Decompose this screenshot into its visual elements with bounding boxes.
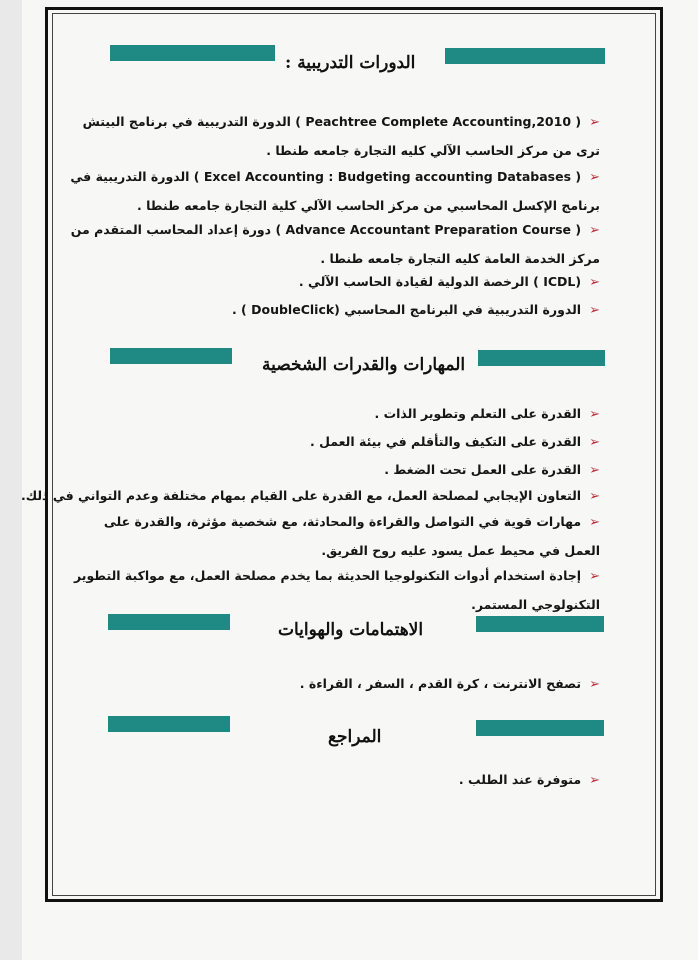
arrow-bullet-icon: ➢ [589, 677, 600, 692]
arrow-bullet-icon: ➢ [589, 773, 600, 788]
arrow-bullet-icon: ➢ [589, 569, 600, 584]
arrow-bullet-icon: ➢ [589, 435, 600, 450]
arrow-bullet-icon: ➢ [589, 489, 600, 504]
arrow-bullet-icon: ➢ [589, 515, 600, 530]
section-bar-right [476, 720, 604, 736]
section-title-training: الدورات التدريبية : [285, 53, 416, 73]
list-item: ➢متوفرة عند الطلب . [70, 766, 600, 795]
section-bar-left [108, 716, 230, 732]
arrow-bullet-icon: ➢ [589, 170, 600, 185]
arrow-bullet-icon: ➢ [589, 223, 600, 238]
list-item: ➢تصفح الانترنت ، كرة القدم ، السفر ، القراءة . [70, 670, 600, 699]
section-bar-right [445, 48, 605, 64]
section-bar-left [110, 45, 275, 61]
arrow-bullet-icon: ➢ [589, 463, 600, 478]
list-item: ➢إجادة استخدام أدوات التكنولوجيا الحديثة بما يخدم مصلحة العمل، مع مواكبة التطوير التكنولوجي المستمر. [70, 562, 600, 619]
arrow-bullet-icon: ➢ [589, 275, 600, 290]
section-bar-left [108, 614, 230, 630]
arrow-bullet-icon: ➢ [589, 303, 600, 318]
section-bar-left [110, 348, 232, 364]
section-bar-right [476, 616, 604, 632]
arrow-bullet-icon: ➢ [589, 115, 600, 130]
list-item: ➢( Advance Accountant Preparation Course ) دورة إعداد المحاسب المتقدم من مركز الخدمة العامة كليه التجارة جامعه طنطا . [70, 216, 600, 273]
list-item: ➢القدرة على التكيف والتأقلم في بيئة العمل . [70, 428, 600, 457]
list-item: ➢(ICDL ) الرخصة الدولية لقيادة الحاسب الآلي . [70, 268, 600, 297]
list-item: ➢القدرة على العمل تحت الضغط . [70, 456, 600, 485]
list-item: ➢القدرة على التعلم وتطوير الذات . [70, 400, 600, 429]
list-item: ➢( Excel Accounting : Budgeting accounting Databases ) الدورة التدريبية في برنامج الإكسل المحاسبي من مركز الحاسب الآلي كلية التجارة جامعه طنطا . [70, 163, 600, 220]
list-item: ➢الدورة التدريبية في البرنامج المحاسبي (DoubleClick ) . [70, 296, 600, 325]
section-title-interests: الاهتمامات والهوايات [278, 620, 424, 640]
arrow-bullet-icon: ➢ [589, 407, 600, 422]
section-bar-right [478, 350, 605, 366]
section-title-skills: المهارات والقدرات الشخصية [262, 355, 466, 375]
list-item: ➢مهارات قوية في التواصل والقراءة والمحادثة، مع شخصية مؤثرة، والقدرة على العمل في محيط عمل يسود عليه روح الفريق. [70, 508, 600, 565]
section-title-references: المراجع [328, 727, 382, 747]
list-item: ➢( Peachtree Complete Accounting,2010 ) الدورة التدريبية في برنامج البيتش ترى من مركز الحاسب الآلي كليه التجارة جامعه طنطا . [70, 108, 600, 165]
list-item: ➢التعاون الإيجابي لمصلحة العمل، مع القدرة على القيام بمهام مختلفة وعدم التواني في ذلك. [70, 482, 600, 511]
